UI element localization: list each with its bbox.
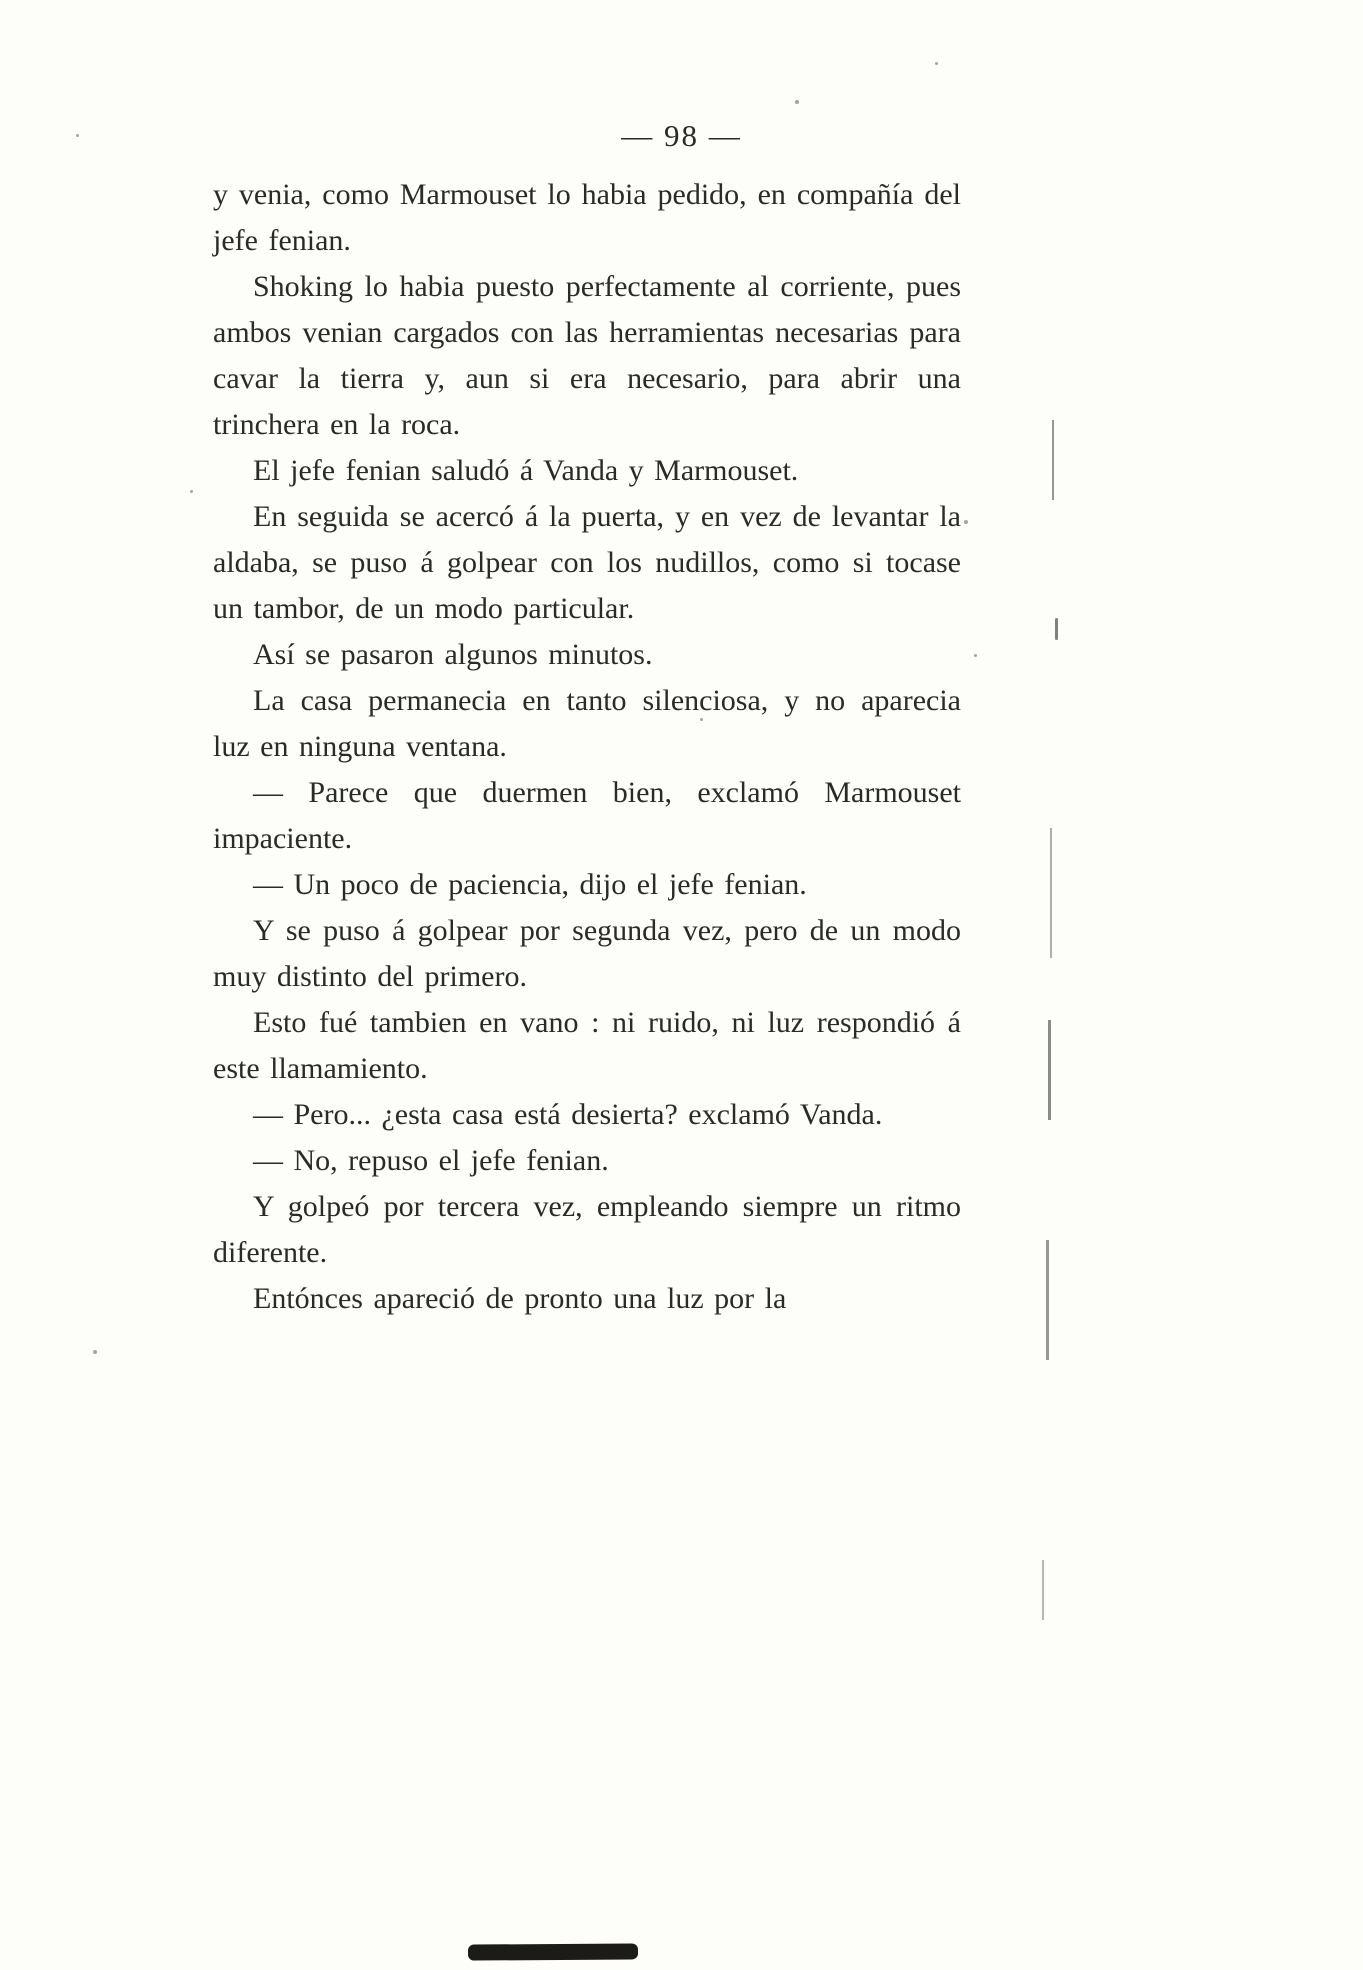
scan-speck [190, 490, 193, 493]
paragraph: Y se puso á golpear por segunda vez, pero de un modo muy distinto del primero. [213, 914, 961, 993]
scan-speck [935, 62, 938, 65]
page-text [213, 172, 961, 1322]
paragraph: — No, repuso el jefe fenian. [253, 1144, 609, 1177]
scan-artifact [1050, 828, 1052, 958]
scan-artifact [1055, 618, 1058, 640]
scan-artifact [1052, 420, 1054, 500]
scan-artifact [1042, 1560, 1044, 1620]
paragraph: Y golpeó por tercera vez, empleando siempre un ritmo diferente. [213, 1190, 961, 1269]
paragraph: y venia, como Marmouset lo habia pedido, en compañía del jefe fenian. [213, 178, 961, 257]
scan-speck [76, 134, 79, 137]
scan-speck [700, 718, 703, 721]
paragraph: Shoking lo habia puesto perfectamente al corriente, pues ambos venian cargados con las herramientas necesarias para cavar la tierra y, aun si era necesario, para abrir una trinchera en la roca. [213, 270, 961, 441]
paragraph: El jefe fenian saludó á Vanda y Marmouset. [253, 454, 799, 487]
paragraph: — Pero... ¿esta casa está desierta? exclamó Vanda. [253, 1098, 883, 1131]
paragraph: — Un poco de paciencia, dijo el jefe fenian. [253, 868, 807, 901]
paragraph: Así se pasaron algunos minutos. [253, 638, 653, 671]
paragraph: — Parece que duermen bien, exclamó Marmouset impaciente. [213, 776, 961, 855]
paragraph: En seguida se acercó á la puerta, y en vez de levantar la aldaba, se puso á golpear con los nudillos, como si tocase un tambor, de un modo particular. [213, 500, 961, 625]
scan-speck [974, 654, 977, 657]
scan-artifact [1046, 1240, 1049, 1360]
paragraph: Esto fué tambien en vano : ni ruido, ni luz respondió á este llamamiento. [213, 1006, 961, 1085]
scan-speck [964, 520, 968, 524]
page-number: — 98 — [621, 118, 742, 153]
paragraph: Entónces apareció de pronto una luz por la [253, 1282, 787, 1315]
paragraph: La casa permanecia en tanto silenciosa, y no aparecia luz en ninguna ventana. [213, 684, 961, 763]
scan-smudge [468, 1943, 638, 1960]
scan-artifact [1048, 1020, 1051, 1120]
scan-speck [795, 100, 799, 104]
scan-speck [93, 1350, 97, 1354]
